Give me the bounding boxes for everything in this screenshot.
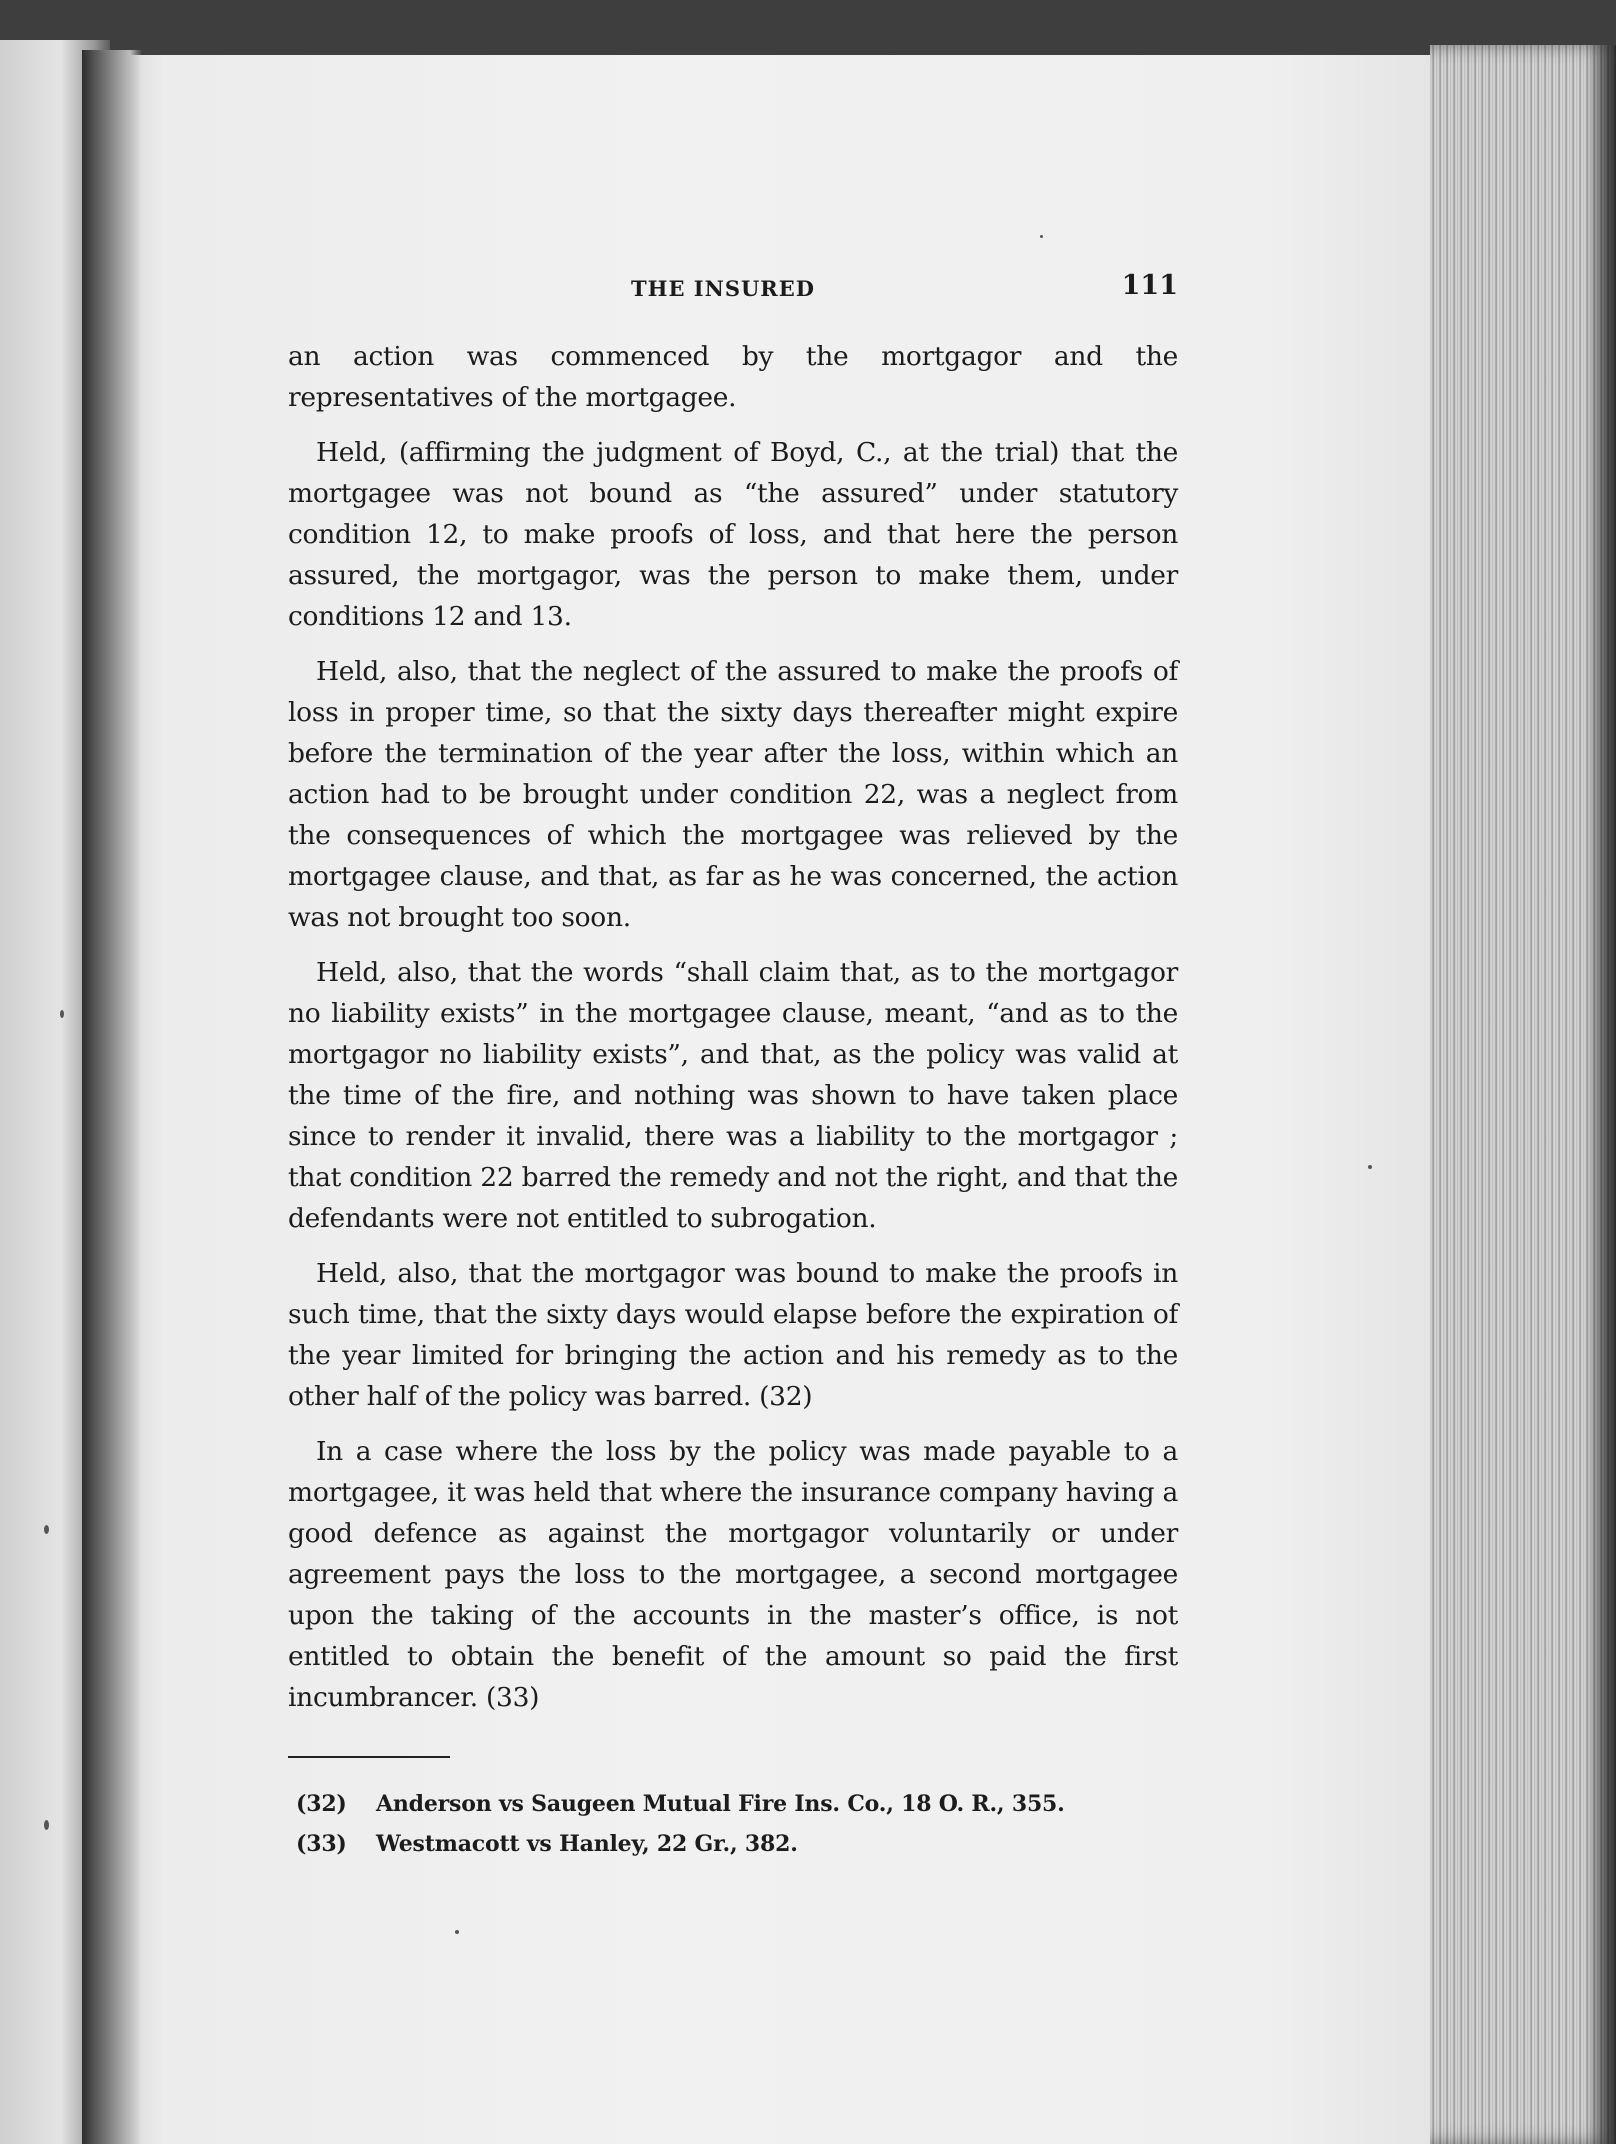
- footnote-number: (32): [296, 1791, 347, 1817]
- running-head: [288, 270, 1178, 314]
- footnote: [288, 1784, 1178, 1824]
- scan-speck: [44, 1820, 49, 1830]
- page-content: [288, 270, 1178, 1864]
- body-text: [288, 336, 1178, 1718]
- paragraph: Held, also, that the mortgagor was bound to make the proofs in such time, that the sixty days would elapse before the expiration of the year limited for bringing the action and his remedy as to the other half of the policy was barred. (32): [288, 1258, 1178, 1412]
- paragraph: In a case where the loss by the policy was made payable to a mortgagee, it was held that where the insurance company having a good defence as against the mortgagor voluntarily or under agreement pays the loss to the mortgagee, a second mortgagee upon the taking of the accounts in the master’s office, is not entitled to obtain the benefit of the amount so paid the first incumbrancer. (33): [288, 1436, 1178, 1713]
- book-gutter-shadow: [82, 50, 142, 2144]
- scan-speck: [1040, 235, 1043, 238]
- paragraph: Held, also, that the words “shall claim that, as to the mortgagor no liability exists” in the mortgagee clause, meant, “and as to the mortgagor no liability exists”, and that, as the policy was valid at the time of the fire, and nothing was shown to have taken place since to render it invalid, there was a liability to the mortgagor ; that condition 22 barred the remedy and not the right, and that the defendants were not entitled to subrogation.: [288, 957, 1178, 1234]
- footnotes: [288, 1784, 1178, 1864]
- scan-speck: [455, 1930, 459, 1934]
- footnote-divider: [288, 1756, 450, 1758]
- footnote-text: Anderson vs Saugeen Mutual Fire Ins. Co., 18 O. R., 355.: [376, 1791, 1065, 1817]
- scan-speck: [60, 1010, 64, 1018]
- page-stack-edges: [1430, 45, 1616, 2144]
- footnote-number: (33): [296, 1831, 347, 1857]
- footnote: [288, 1824, 1178, 1864]
- paragraph: Held, (affirming the judgment of Boyd, C., at the trial) that the mortgagee was not bound as “the assured” under statutory condition 12, to make proofs of loss, and that here the person assured, the mortgagor, was the person to make them, under conditions 12 and 13.: [288, 437, 1178, 632]
- paragraph: Held, also, that the neglect of the assured to make the proofs of loss in proper time, so that the sixty days thereafter might expire before the termination of the year after the loss, within which an action had to be brought under condition 22, was a neglect from the consequences of which the mortgagee was relieved by the mortgagee clause, and that, as far as he was concerned, the action was not brought too soon.: [288, 656, 1178, 933]
- scan-speck: [1368, 1165, 1372, 1169]
- running-head-title: THE INSURED: [631, 276, 815, 301]
- footnote-text: Westmacott vs Hanley, 22 Gr., 382.: [376, 1831, 798, 1857]
- paragraph: an action was commenced by the mortgagor and the representatives of the mortgagee.: [288, 341, 1178, 413]
- scan-speck: [44, 1525, 49, 1534]
- page-number: 111: [1121, 270, 1178, 301]
